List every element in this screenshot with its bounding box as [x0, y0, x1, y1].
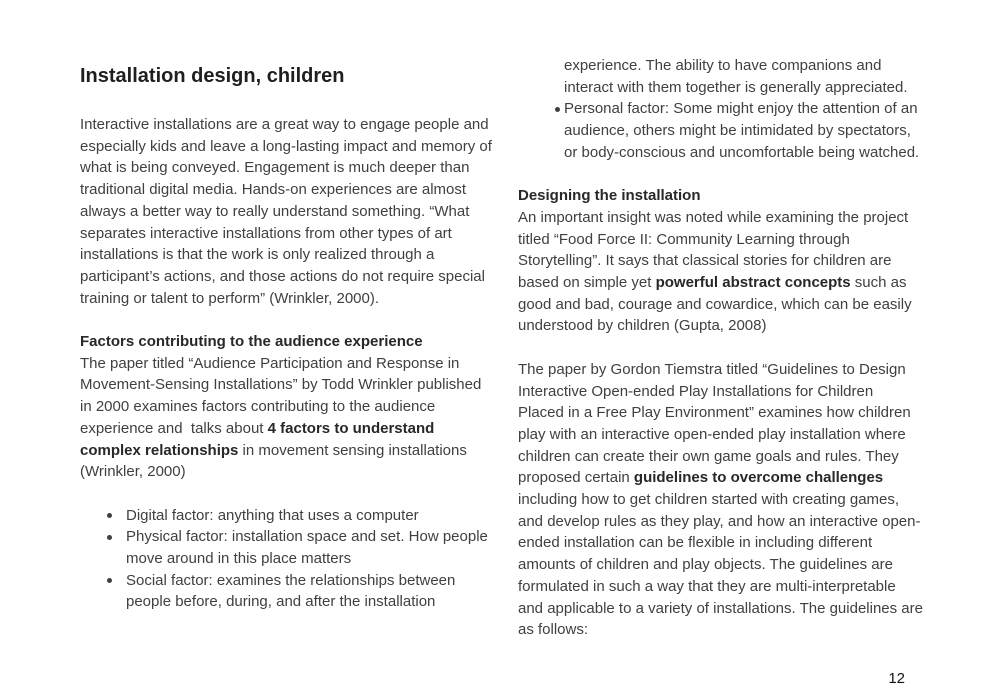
blank-line	[518, 337, 923, 359]
tiemstra-paragraph-bold: guidelines to overcome challenges	[633, 469, 884, 487]
designing-heading: Designing the installation	[518, 187, 701, 205]
factors-paragraph-pre: The paper titled “Audience Participation and Response in Movement-Sensing Installations” by Todd Wrinkler published in 2000 examines factors contributing to the audience experience and talks about	[80, 354, 486, 437]
page-title: Installation design, children	[80, 65, 345, 87]
factors-paragraph-bold: 4 factors to understand complex relationships	[80, 419, 439, 459]
factors-paragraph	[80, 353, 492, 483]
blank-line	[80, 483, 492, 505]
bullet-item-personal	[518, 98, 923, 163]
bullet-text: Social factor: examines the relationships between people before, during, and after the installation	[126, 571, 460, 611]
bullet-icon	[555, 107, 560, 112]
factors-heading: Factors contributing to the audience experience	[80, 333, 423, 351]
bullet-item-physical	[80, 526, 492, 569]
insight-paragraph-pre: An important insight was noted while examining the project titled “Food Force II: Community Learning through Storytelling”. It says that classical stories for children are based on simple yet	[518, 208, 913, 292]
tiemstra-paragraph-pre: The paper by Gordon Tiemstra titled “Guidelines to Design Interactive Open-ended Play Installations for Children Placed in a Free Play Environment” examines how children play with an interactive open-ended play installation where children can create their own game goals and rules. They proposed certain	[518, 360, 915, 487]
right-column	[518, 55, 928, 641]
factors-paragraph-post: in movement sensing installations (Wrinkler, 2000)	[80, 441, 472, 481]
insight-paragraph-post: such as good and bad, courage and cowardice, which can be easily understood by children (Gupta, 2008)	[518, 274, 916, 335]
bullet-icon	[107, 535, 112, 540]
bullet-text: Digital factor: anything that uses a computer	[126, 506, 419, 524]
tiemstra-paragraph-post: including how to get children started with creating games, and develop rules as they play, and how an interactive open-ended installation can be flexible in including different amounts of children and play objects. The guidelines are formulated in such a way that they are multi-interpretable and applicable to a variety of installations. The guidelines are as follows:	[518, 469, 928, 639]
bullet-icon	[107, 513, 112, 518]
bullet-icon	[107, 578, 112, 583]
bullet-text: Personal factor: Some might enjoy the attention of an audience, others might be intimidated by spectators, or body-conscious and uncomfortable being watched.	[564, 100, 922, 161]
blank-line	[518, 164, 923, 186]
insight-paragraph-bold: powerful abstract concepts	[655, 274, 851, 292]
bullet-text: Physical factor: installation space and set. How people move around in this place matters	[126, 528, 493, 568]
blank-line	[80, 309, 492, 331]
social-bullet-continuation: experience. The ability to have companions and interact with them together is generally appreciated.	[564, 57, 908, 96]
intro-paragraph: Interactive installations are a great way to engage people and especially kids and leave a long-lasting impact and memory of what is being conveyed. Engagement is much deeper than traditional digital media. Hands-on experiences are almost always a better way to really understand something. “What separates interactive installations from other types of art installations is that the work is only realized through a participant’s actions, and those actions do not require special training or talent to perform” (Wrinkler, 2000).	[80, 116, 497, 307]
left-column	[80, 62, 497, 613]
insight-paragraph	[518, 207, 923, 337]
tiemstra-paragraph	[518, 359, 928, 641]
bullet-item-digital	[80, 505, 492, 527]
page-number: 12	[888, 670, 905, 687]
bullet-item-social	[80, 570, 492, 613]
